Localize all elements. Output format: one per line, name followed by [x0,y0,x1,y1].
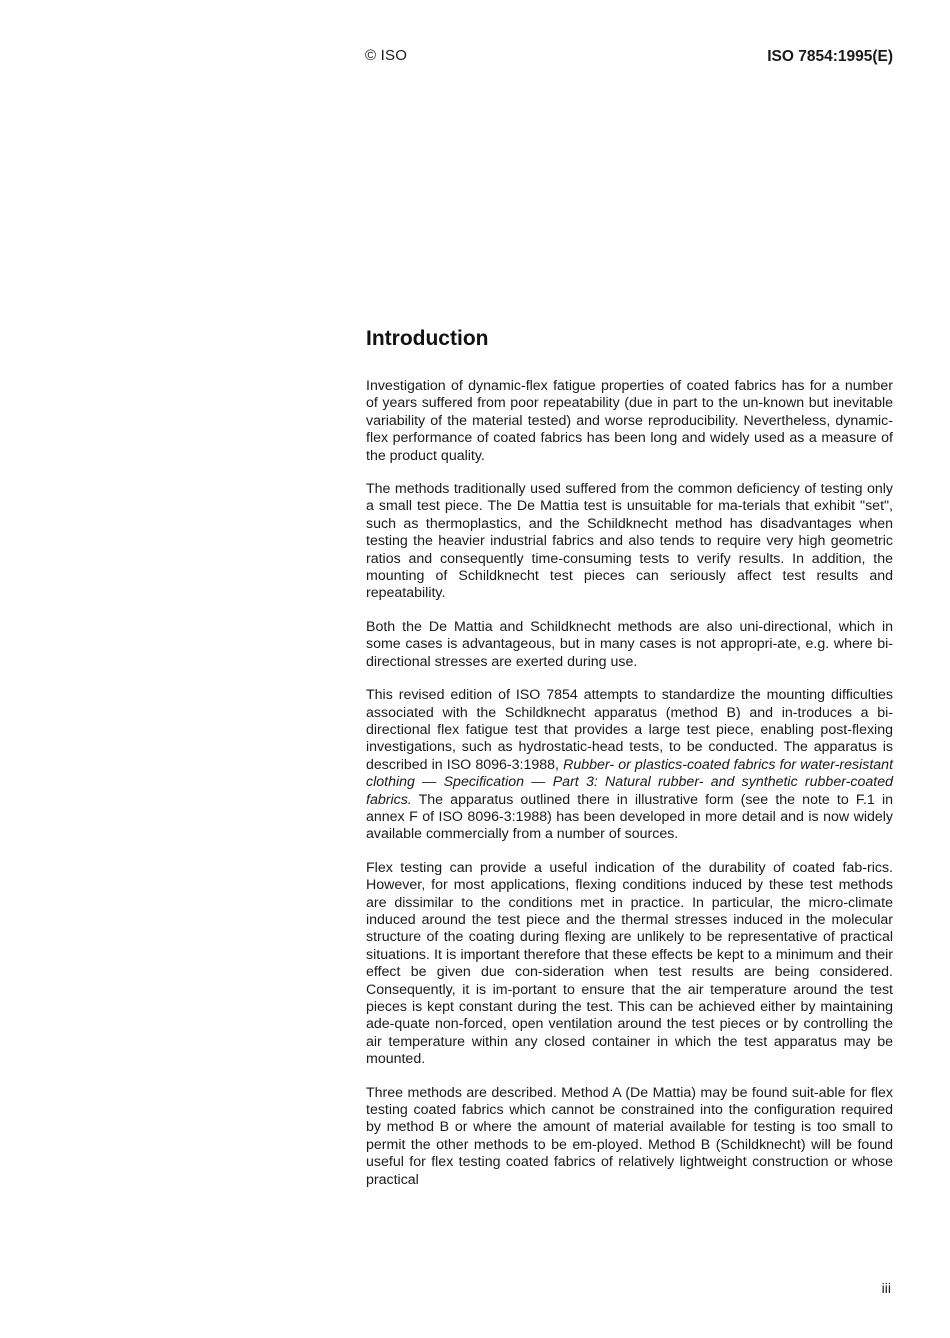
referenced-standard-title: Rubber- or plastics-coated fabrics for water-resistant clothing — Specification — Part 3: Natural rubber- and synthetic rubber-coated fabrics. [366,756,894,808]
body-text [366,378,893,1205]
paragraph-1: Investigation of dynamic-flex fatigue properties of coated fabrics has for a number of years suffered from poor repeatability (due in part to the un-known but inevitable variability of the material tested) and worse reproducibility. Nevertheless, dynamic-flex performance of coated fabrics has been long and widely used as a measure of the product quality. [366,378,893,464]
paragraph-4-text-after: The apparatus outlined there in illustrative form (see the note to F.1 in annex F of ISO 8096-3:1988) has been developed in more detail and is now widely available commercially from a number of sources. [366,791,893,843]
page-number: iii [881,1280,891,1296]
standard-identifier: ISO 7854:1995(E) [767,48,893,65]
paragraph-4 [366,687,893,844]
paragraph-6: Three methods are described. Method A (De Mattia) may be found suit-able for flex testing coated fabrics which cannot be constrained into the configuration required by method B or where the amount of material available for testing is too small to permit the other methods to be em-ployed. Method B (Schildknecht) will be found useful for flex testing coated fabrics of relatively lightweight construction or whose practical [366,1084,893,1188]
paragraph-5: Flex testing can provide a useful indication of the durability of coated fab-rics. However, for most applications, flexing conditions induced by these test methods are dissimilar to the conditions met in practice. In particular, the micro-climate induced around the test piece and the thermal stresses induced in the molecular structure of the coating during flexing are unlikely to be representative of practical situations. It is important therefore that these effects be kept to a minimum and their effect be given due con-sideration when test results are being considered. Consequently, it is im-portant to ensure that the air temperature around the test pieces is kept constant during the test. This can be achieved either by maintaining ade-quate non-forced, open ventilation around the test pieces or by controlling the air temperature within any closed container in which the test apparatus may be mounted. [366,859,893,1068]
section-title: Introduction [366,327,489,350]
paragraph-3: Both the De Mattia and Schildknecht methods are also uni-directional, which in some cases is advantageous, but in many cases is not appropri-ate, e.g. where bi-directional stresses are exerted during use. [366,618,893,670]
paragraph-2: The methods traditionally used suffered from the common deficiency of testing only a small test piece. The De Mattia test is unsuitable for ma-terials that exhibit "set", such as thermoplastics, and the Schildknecht method has disadvantages when testing the heavier industrial fabrics and also tends to require very high geometric ratios and consequently time-consuming tests to verify results. In addition, the mounting of Schildknecht test pieces can seriously affect test results and repeatability. [366,481,893,602]
copyright-notice: © ISO [365,47,408,64]
paragraph-4-text-before: This revised edition of ISO 7854 attempts to standardize the mounting difficulties associated with the Schildknecht apparatus (method B) and in-troduces a bi-directional flex fatigue test that provides a large test piece, enabling post-flexing investigations, such as hydrostatic-head tests, to be conducted. The apparatus is described in ISO 8096-3:1988, [366,687,893,773]
